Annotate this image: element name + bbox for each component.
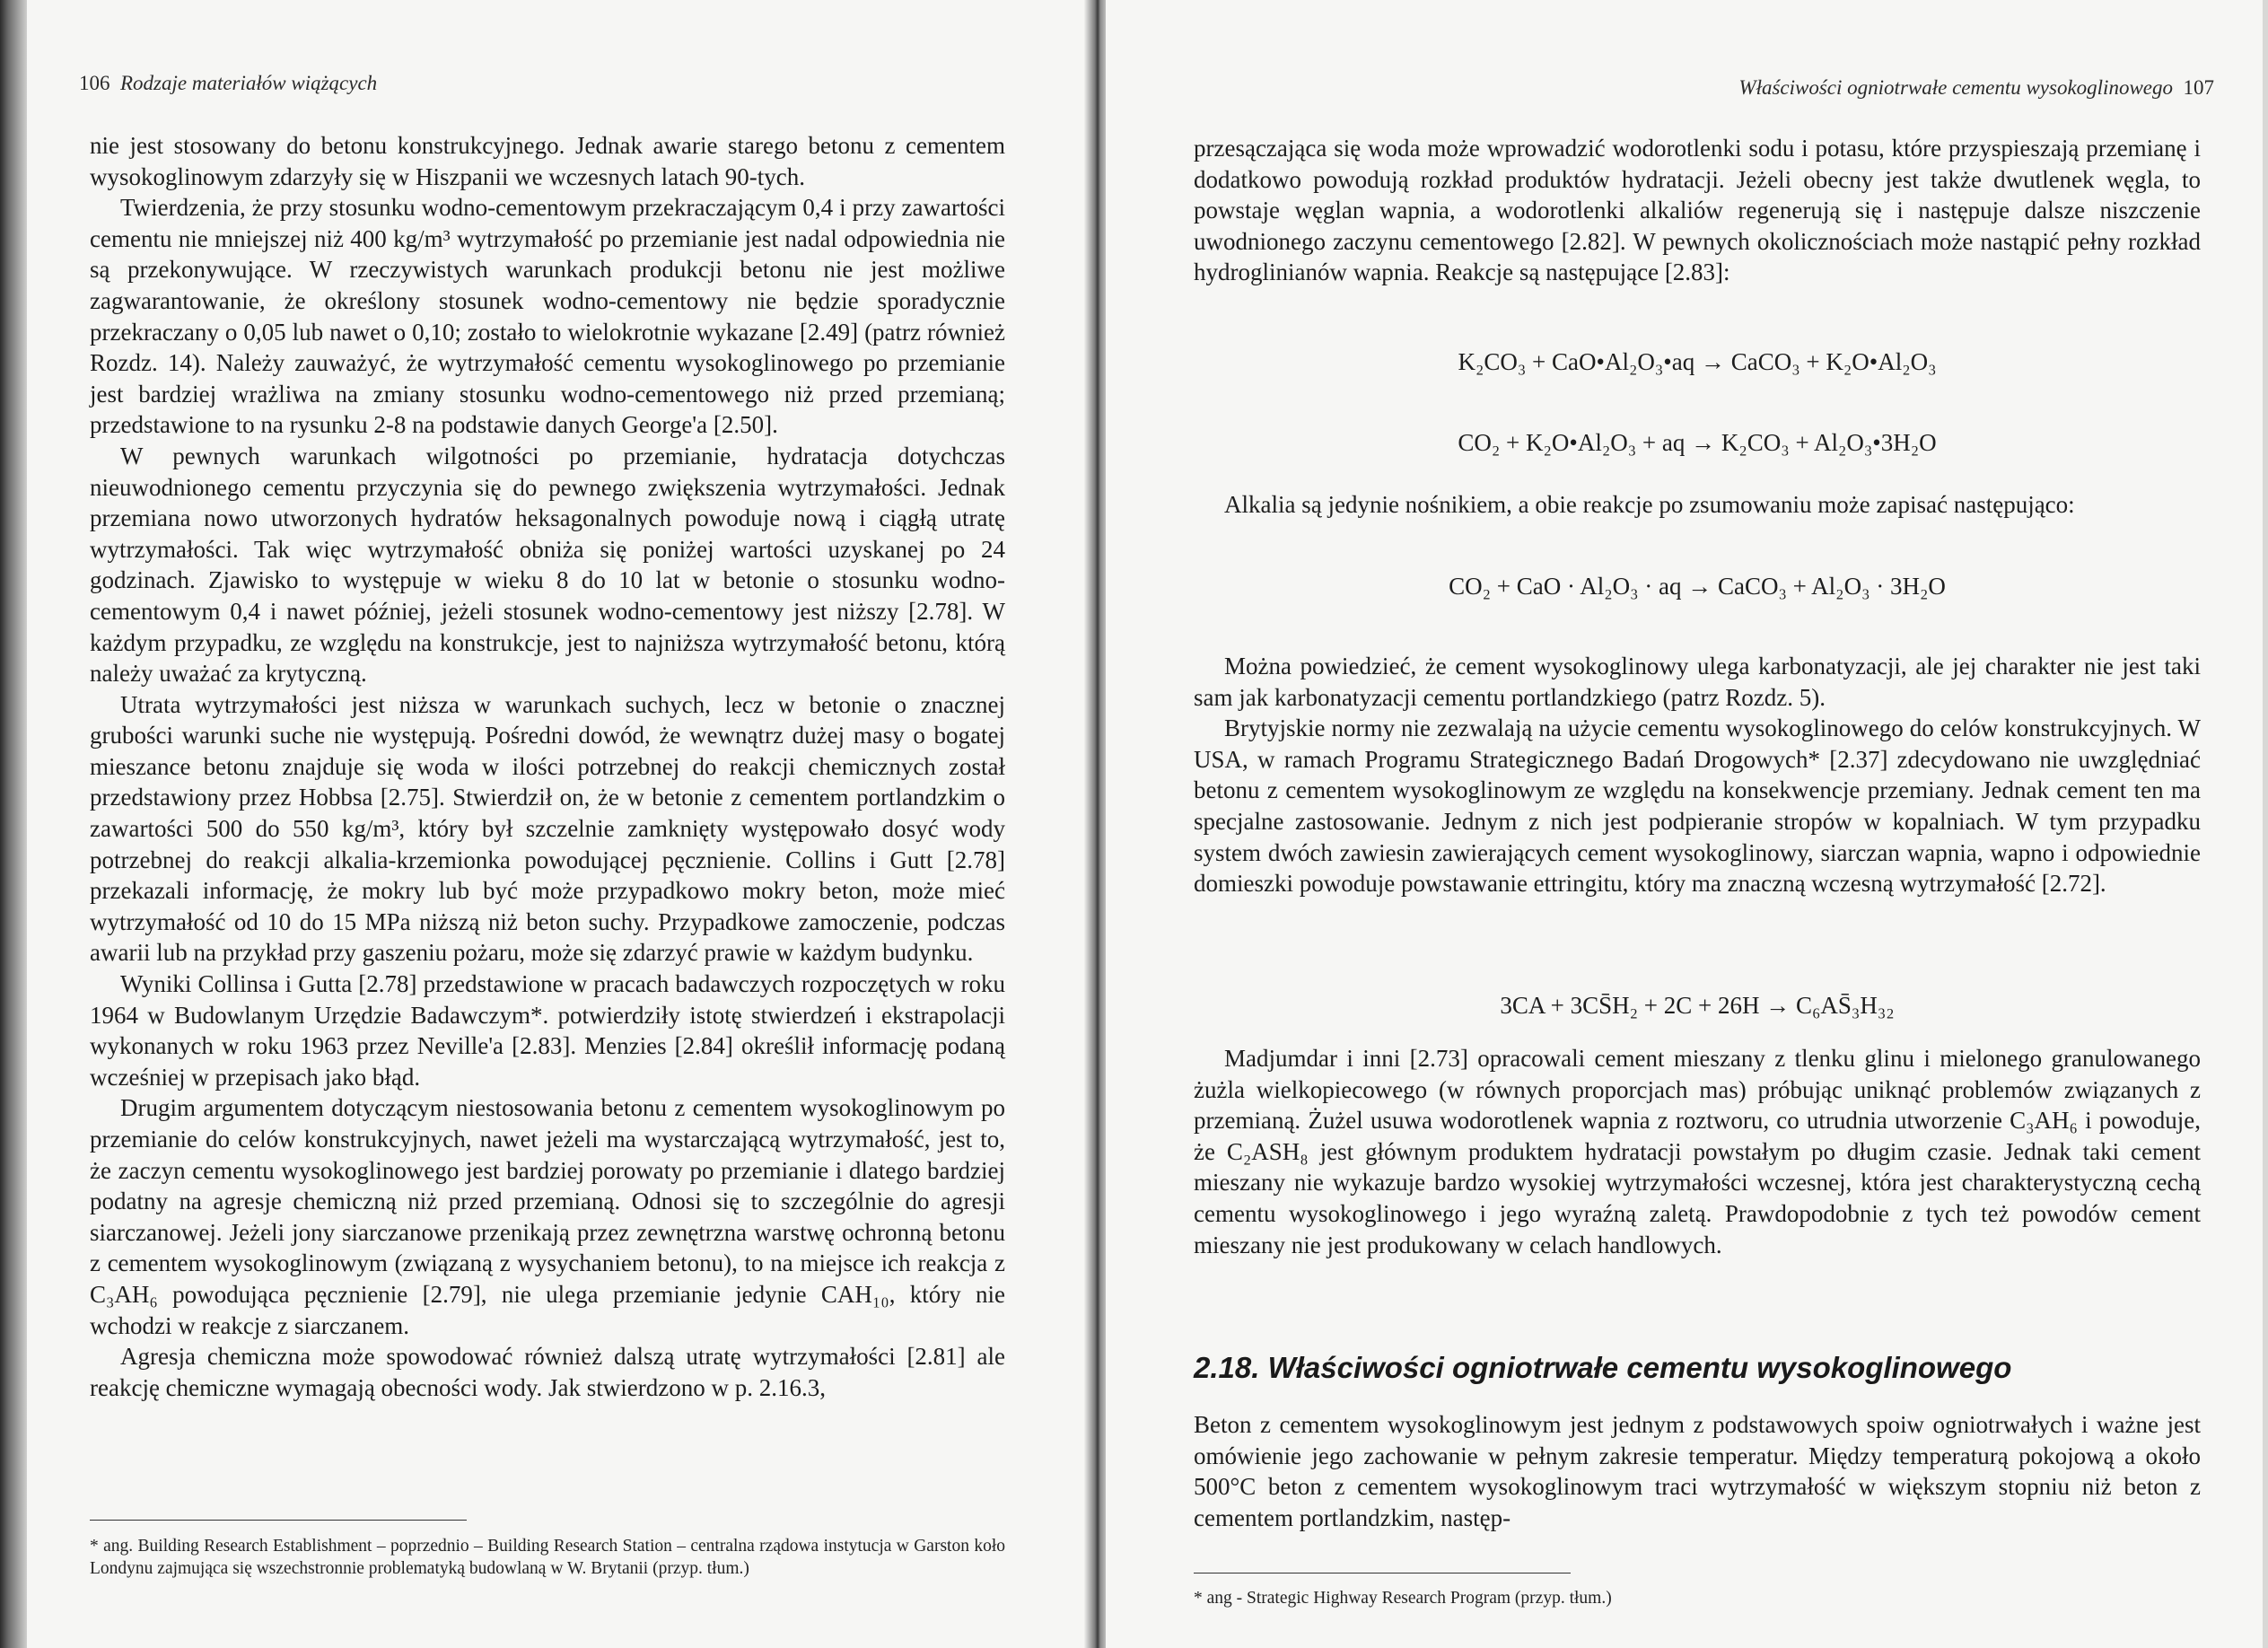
left-body-text [90,130,1005,1403]
running-head-left [79,72,377,95]
paragraph: Beton z cementem wysokoglinowym jest jednym z podstawowych spoiw ogniotrwałych i ważne jest omówienie jego zachowanie w pełnym zakresie temperatur. Między temperaturą pokojową a około 500°C beton z cementem wysokoglinowym traci wytrzymałość w większym stopniu niż beton z cementem portlandzkim, następ- [1194,1411,2201,1531]
paragraph: nie jest stosowany do betonu konstrukcyjnego. Jednak awarie starego betonu z cementem wysokoglinowym zdarzyły się w Hiszpanii we wczesnych latach 90-tych. [90,132,1005,190]
paragraph: W pewnych warunkach wilgotności po przemianie, hydratacja dotychczas nieuwodnionego cementu przyczynia się do pewnego zwiększenia wytrzymałości. Jednak przemiana nowo utworzonych hydratów heksagonalnych powoduje nową i ciągłą utratę wytrzymałości. Tak więc wytrzymałość obniża się poniżej wartości uzyskanej po 24 godzinach. Zjawisko to występuje w wieku 8 do 10 lat w betonie o stosunku wodno-cementowym 0,4 i nawet później, jeżeli stosunek wodno-cementowy jest niższy [2.78]. W każdym przypadku, ze względu na konstrukcje, jest to najniższa wytrzymałość betonu, którą należy uważać za krytyczną. [90,442,1005,688]
page-edge-shadow [0,0,27,1648]
paragraph: Brytyjskie normy nie zezwalają na użycie cementu wysokoglinowego do celów konstrukcyjnych. W USA, w ramach Programu Strategicznego Badań Drogowych* [2.37] zdecydowano nie uwzględniać betonu z cementem wysokoglinowym ze względu na konsekwencje przemiany. Jednak cement ten ma specjalne zastosowanie. Jednym z nich jest podpieranie stropów w kopalniach. W tym przypadku system dwóch zawiesin zawierających cement wysokoglinowy, siarczan wapnia, wapno i odpowiednie domieszki powoduje powstawanie ettringitu, który ma znaczną wczesną wytrzymałość [2.72]. [1194,714,2201,898]
equation: 3CA + 3CS̄H₂ + 2C + 26H → C₆AS̄₃H₃₂ [1500,992,1895,1019]
paragraph: Alkalia są jedynie nośnikiem, a obie reakcje po zsumowaniu może zapisać następująco: [1224,491,2075,518]
footnote-rule [90,1520,467,1521]
running-head-right-title: Właściwości ogniotrwałe cementu wysokoglinowego [1738,76,2173,99]
right-text-bottom [1194,1409,2201,1533]
page-number-right: 107 [2183,76,2214,99]
page-number-left: 106 [79,72,110,94]
running-head-right [1738,76,2214,100]
equation: K₂CO₃ + CaO•Al₂O₃•aq → CaCO₃ + K₂O•Al₂O₃ [1458,348,1937,375]
right-text-top [1194,133,2201,288]
equation: CO₂ + K₂O•Al₂O₃ + aq → K₂CO₃ + Al₂O₃•3H₂O [1458,429,1937,456]
left-page [0,0,1095,1648]
running-head-left-title: Rodzaje materiałów wiążących [120,72,378,94]
paragraph: Wyniki Collinsa i Gutta [2.78] przedstawione w pracach badawczych rozpoczętych w roku 1964 w Budowlanym Urzędzie Badawczym*. potwierdziły istotę stwierdzeń i ekstrapolacji wykonanych w roku 1963 przez Neville'a [2.83]. Menzies [2.84] określił informację podaną wcześniej w przepisach jako błąd. [90,970,1005,1091]
right-text-middle [1194,651,2201,899]
section-heading: 2.18. Właściwości ogniotrwałe cementu wysokoglinowego [1194,1351,2012,1384]
right-text-alkalia [1194,489,2201,521]
paragraph: Agresja chemiczna może spowodować również dalszą utratę wytrzymałości [2.81] ale reakcję chemiczne wymagają obecności wody. Jak stwierdzono w p. 2.16.3, [90,1343,1005,1401]
paragraph: Drugim argumentem dotyczącym niestosowania betonu z cementem wysokoglinowym po przemianie do celów konstrukcyjnych, nawet jeżeli ma wystarczającą wytrzymałość, jest to, że zaczyn cementu wysokoglinowego jest bardziej porowaty po przemianie i dlatego bardziej podatny na agresje chemiczną niż przed przemianą. Odnosi się to szczególnie do agresji siarczanowej. Jeżeli jony siarczanowe przenikają przez zewnętrzna warstwę ochronną betonu z cementem wysokoglinowym (związaną z wysychaniem betonu), to na miejsce ich reakcja z C₃AH₆ powodująca pęcznienie [2.79], nie ulega przemianie jedynie CAH₁₀, który nie wchodzi w reakcje z siarczanem. [90,1094,1005,1339]
right-page [1106,0,2268,1648]
right-text-madjumdar [1194,1043,2201,1260]
paragraph: Można powiedzieć, że cement wysokoglinowy ulega karbonatyzacji, ale jej charakter nie jest taki sam jak karbonatyzacji cementu portlandzkiego (patrz Rozdz. 5). [1194,653,2201,711]
equation: CO₂ + CaO · Al₂O₃ · aq → CaCO₃ + Al₂O₃ · 3H₂O [1449,573,1946,600]
footnote-left: * ang. Building Research Establishment – poprzednio – Building Research Station – centralna rządowa instytucja w Garston koło Londynu zajmująca się wszechstronnie problematyką budowlaną w W. Brytanii (przyp. tłum.) [90,1537,1005,1578]
paragraph: przesączająca się woda może wprowadzić wodorotlenki sodu i potasu, które przyspieszają przemianę i dodatkowo powodują rozkład produktów hydratacji. Jeżeli obecny jest także dwutlenek węgla, to powstaje węglan wapnia, a wodorotlenki alkaliów regenerują się i następuje dalsze niszczenie uwodnionego zaczynu cementowego [2.82]. W pewnych okolicznościach może nastąpić pełny rozkład hydroglinianów wapnia. Reakcje są następujące [2.83]: [1194,135,2201,286]
footnote-right: * ang - Strategic Highway Research Program (przyp. tłum.) [1194,1589,1612,1608]
page-edge [2263,0,2268,1648]
paragraph: Utrata wytrzymałości jest niższa w warunkach suchych, lecz w betonie o znacznej grubości warunki suche nie występują. Pośredni dowód, że wewnątrz dużej masy o bogatej mieszance betonu znajduje się woda w ilości potrzebnej do reakcji chemicznych został przedstawiony przez Hobbsa [2.75]. Stwierdził on, że w betonie z cementem portlandzkim o zawartości 500 do 550 kg/m³, który był szczelnie zamknięty występowało dosyć wody potrzebnej do reakcji alkalia-krzemionka powodującej pęcznienie. Collins i Gutt [2.78] przekazali informację, że mokry lub być może przypadkowo mokry beton, może mieć wytrzymałość od 10 do 15 MPa niższą niż beton suchy. Przypadkowe zamoczenie, podczas awarii lub na przykład przy gaszeniu pożaru, może się zdarzyć prawie w każdym budynku. [90,690,1005,967]
paragraph: Twierdzenia, że przy stosunku wodno-cementowym przekraczającym 0,4 i przy zawartości cementu nie mniejszej niż 400 kg/m³ wytrzymałość po przemianie jest nadal odpowiednia nie są przekonywujące. W rzeczywistych warunkach produkcji betonu nie jest możliwe zagwarantowanie, że określony stosunek wodno-cementowy nie będzie sporadycznie przekraczany o 0,05 lub nawet o 0,10; zostało to wielokrotnie wykazane [2.49] (patrz również Rozdz. 14). Należy zauważyć, że wytrzymałość cementu wysokoglinowego po przemianie jest bardziej wrażliwa na zmiany stosunku wodno-cementowego niż przed przemianą; przedstawione to na rysunku 2-8 na podstawie danych George'a [2.50]. [90,194,1005,439]
paragraph: Madjumdar i inni [2.73] opracowali cement mieszany z tlenku glinu i mielonego granulowanego żużla wielkopiecowego (w równych proporcjach mas) próbując uniknąć problemów związanych z przemianą. Żużel usuwa wodorotlenek wapnia z roztworu, co utrudnia utworzenie C₃AH₆ i powoduje, że C₂ASH₈ jest głównym produktem hydratacji powstałym po długim czasie. Jednak taki cement mieszany nie wykazuje bardzo wysokiej wytrzymałości wczesnej, która jest charakterystyczną cechą cementu wysokoglinowego i jego wyraźną zaletą. Prawdopodobnie z tych też powodów cement mieszany nie jest produkowany w celach handlowych. [1194,1045,2201,1258]
